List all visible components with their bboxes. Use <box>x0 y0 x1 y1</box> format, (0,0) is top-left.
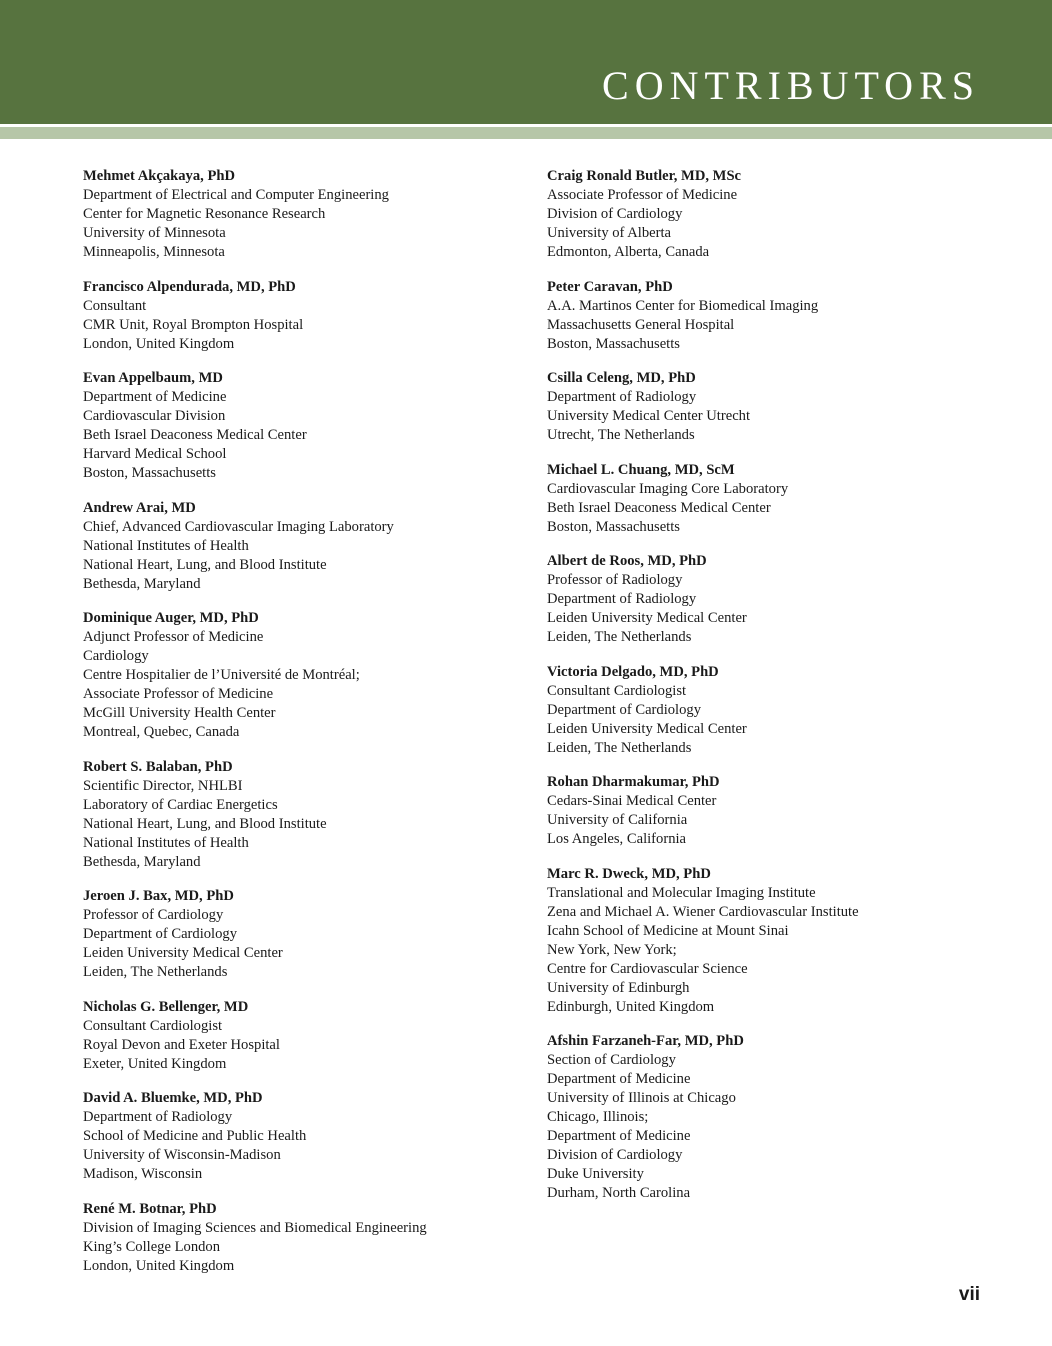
contributor-affiliation-line: Leiden, The Netherlands <box>83 964 228 980</box>
contributor-affiliation-line: Center for Magnetic Resonance Research <box>83 206 326 222</box>
contributor-name: Albert de Roos, MD, PhD <box>547 553 707 569</box>
contributor-name: Nicholas G. Bellenger, MD <box>83 998 249 1015</box>
contributor-affiliation-line: Department of Cardiology <box>547 701 702 718</box>
contributor-affiliation-line: School of Medicine and Public Health <box>83 1128 307 1144</box>
contributor-name: Victoria Delgado, MD, PhD <box>547 663 719 680</box>
contributor-affiliation-line: Department of Electrical and Computer Engineering <box>83 187 389 203</box>
contributor-affiliation-line: Leiden, The Netherlands <box>547 739 692 756</box>
contributor-entry <box>547 663 987 758</box>
contributor-affiliation-line: University of Illinois at Chicago <box>547 1090 736 1106</box>
contributor-entry <box>547 773 987 849</box>
contributor-affiliation-line: Minneapolis, Minnesota <box>83 244 225 260</box>
contributor-name: Michael L. Chuang, MD, ScM <box>547 461 735 478</box>
contributor-entry <box>83 369 523 483</box>
contributor-affiliation-line: Zena and Michael A. Wiener Cardiovascular Institute <box>547 903 859 920</box>
contributor-entry <box>83 998 523 1074</box>
contributor-affiliation-line: University Medical Center Utrecht <box>547 408 751 424</box>
contributor-entry <box>83 887 523 982</box>
contributor-entry <box>547 1032 987 1203</box>
contributor-affiliation-line: Laboratory of Cardiac Energetics <box>83 796 278 813</box>
contributor-affiliation-line: Edmonton, Alberta, Canada <box>547 244 710 260</box>
contributor-affiliation-line: Centre for Cardiovascular Science <box>547 960 748 977</box>
contributor-affiliation-line: Massachusetts General Hospital <box>547 316 735 333</box>
contributor-affiliation-line: Royal Devon and Exeter Hospital <box>83 1036 280 1053</box>
contributor-affiliation-line: A.A. Martinos Center for Biomedical Imaging <box>547 297 819 314</box>
contributor-affiliation-line: Durham, North Carolina <box>547 1185 691 1201</box>
contributor-affiliation-line: Madison, Wisconsin <box>83 1166 203 1182</box>
contributor-affiliation-line: Chicago, Illinois; <box>547 1109 649 1125</box>
contributor-affiliation-line: Division of Imaging Sciences and Biomedical Engineering <box>83 1219 427 1236</box>
contributor-affiliation-line: Cardiovascular Imaging Core Laboratory <box>547 480 789 497</box>
header-stripe <box>0 127 1052 139</box>
contributor-affiliation-line: Scientific Director, NHLBI <box>83 777 243 794</box>
contributor-affiliation-line: McGill University Health Center <box>83 705 276 721</box>
contributor-affiliation-line: Centre Hospitalier de l’Université de Montréal; <box>83 667 360 683</box>
page-title: CONTRIBUTORS <box>602 63 980 108</box>
contributor-affiliation-line: Boston, Massachusetts <box>83 465 216 481</box>
contributor-affiliation-line: Harvard Medical School <box>83 446 227 462</box>
contributor-affiliation-line: Duke University <box>547 1166 644 1182</box>
contributor-affiliation-line: University of Edinburgh <box>547 979 690 996</box>
contributor-name: René M. Botnar, PhD <box>83 1200 217 1217</box>
contributor-affiliation-line: Department of Radiology <box>547 389 697 405</box>
contributor-name: Robert S. Balaban, PhD <box>83 758 233 775</box>
contributor-entry <box>83 609 523 742</box>
contributor-affiliation-line: Montreal, Quebec, Canada <box>83 724 240 740</box>
contributor-affiliation-line: Translational and Molecular Imaging Institute <box>547 884 816 901</box>
contributor-affiliation-line: Associate Professor of Medicine <box>83 686 274 702</box>
contributors-column-right <box>547 167 987 1219</box>
contributor-affiliation-line: Leiden, The Netherlands <box>547 629 692 645</box>
contributor-name: Francisco Alpendurada, MD, PhD <box>83 278 296 295</box>
contributor-affiliation-line: Department of Cardiology <box>83 926 238 942</box>
contributor-entry <box>547 167 987 262</box>
contributor-name: Evan Appelbaum, MD <box>83 370 223 386</box>
contributor-name: Mehmet Akçakaya, PhD <box>83 168 236 184</box>
contributor-affiliation-line: Cedars-Sinai Medical Center <box>547 793 717 809</box>
contributors-column-left <box>83 167 523 1291</box>
contributor-affiliation-line: Cardiovascular Division <box>83 408 226 424</box>
contributor-affiliation-line: Leiden University Medical Center <box>83 945 283 961</box>
contributor-affiliation-line: Cardiology <box>83 648 149 664</box>
contributor-entry <box>547 278 987 354</box>
contributor-affiliation-line: Utrecht, The Netherlands <box>547 427 695 443</box>
contributor-name: Peter Caravan, PhD <box>547 278 673 295</box>
contributor-name: Dominique Auger, MD, PhD <box>83 610 259 626</box>
contributor-affiliation-line: King’s College London <box>83 1238 221 1255</box>
contributor-affiliation-line: Division of Cardiology <box>547 1147 683 1163</box>
contributor-affiliation-line: Boston, Massachusetts <box>547 518 680 535</box>
contributor-affiliation-line: Associate Professor of Medicine <box>547 187 738 203</box>
contributor-affiliation-line: Boston, Massachusetts <box>547 335 680 352</box>
contributor-name: Andrew Arai, MD <box>83 499 196 516</box>
contributor-entry <box>83 1089 523 1184</box>
contributor-affiliation-line: Consultant <box>83 297 147 314</box>
contributor-affiliation-line: University of Wisconsin-Madison <box>83 1147 281 1163</box>
page-number: vii <box>958 1284 980 1305</box>
contributor-affiliation-line: Department of Medicine <box>83 389 227 405</box>
contributor-affiliation-line: Beth Israel Deaconess Medical Center <box>83 427 307 443</box>
contributor-entry <box>547 865 987 1017</box>
contributor-affiliation-line: CMR Unit, Royal Brompton Hospital <box>83 316 304 333</box>
contributor-affiliation-line: National Institutes of Health <box>83 834 249 851</box>
contributor-affiliation-line: National Heart, Lung, and Blood Institute <box>83 556 327 573</box>
contributor-affiliation-line: Department of Radiology <box>547 591 697 607</box>
contributor-affiliation-line: Professor of Radiology <box>547 572 683 588</box>
contributor-name: Afshin Farzaneh-Far, MD, PhD <box>547 1033 744 1049</box>
contributor-affiliation-line: Adjunct Professor of Medicine <box>83 629 264 645</box>
contributor-entry <box>83 1200 523 1276</box>
contributor-affiliation-line: Los Angeles, California <box>547 831 687 847</box>
contributor-name: Marc R. Dweck, MD, PhD <box>547 865 711 882</box>
contributor-entry <box>83 167 523 262</box>
contributor-affiliation-line: Chief, Advanced Cardiovascular Imaging Laboratory <box>83 518 394 535</box>
contributor-name: David A. Bluemke, MD, PhD <box>83 1090 263 1106</box>
contributor-affiliation-line: Department of Medicine <box>547 1128 691 1144</box>
contributor-entry <box>83 758 523 872</box>
contributor-affiliation-line: Department of Medicine <box>547 1071 691 1087</box>
contributor-name: Jeroen J. Bax, MD, PhD <box>83 888 234 904</box>
contributor-affiliation-line: Professor of Cardiology <box>83 907 224 923</box>
contributor-affiliation-line: Exeter, United Kingdom <box>83 1055 227 1072</box>
contributor-affiliation-line: Bethesda, Maryland <box>83 853 201 870</box>
contributor-affiliation-line: National Institutes of Health <box>83 537 249 554</box>
contributor-affiliation-line: University of Minnesota <box>83 225 226 241</box>
contributor-entry <box>547 552 987 647</box>
contributor-affiliation-line: New York, New York; <box>547 941 677 958</box>
contributor-affiliation-line: University of Alberta <box>547 225 672 241</box>
contributor-affiliation-line: London, United Kingdom <box>83 1257 235 1274</box>
contributor-affiliation-line: Icahn School of Medicine at Mount Sinai <box>547 922 789 939</box>
contributor-name: Csilla Celeng, MD, PhD <box>547 370 696 386</box>
contributor-entry <box>547 369 987 445</box>
contributor-name: Craig Ronald Butler, MD, MSc <box>547 168 742 184</box>
contributor-name: Rohan Dharmakumar, PhD <box>547 774 720 790</box>
contributor-entry <box>83 278 523 354</box>
contributor-affiliation-line: Edinburgh, United Kingdom <box>547 998 715 1015</box>
contributor-entry <box>547 461 987 537</box>
contributor-affiliation-line: Department of Radiology <box>83 1109 233 1125</box>
contributor-affiliation-line: Consultant Cardiologist <box>83 1017 223 1034</box>
contributor-entry <box>83 499 523 594</box>
contributor-affiliation-line: Consultant Cardiologist <box>547 682 687 699</box>
contributor-affiliation-line: Division of Cardiology <box>547 206 683 222</box>
contributor-affiliation-line: Beth Israel Deaconess Medical Center <box>547 499 771 516</box>
contributor-affiliation-line: Bethesda, Maryland <box>83 575 201 592</box>
contributor-affiliation-line: University of California <box>547 812 688 828</box>
contributor-affiliation-line: London, United Kingdom <box>83 335 235 352</box>
contributor-affiliation-line: Leiden University Medical Center <box>547 720 747 737</box>
contributor-affiliation-line: National Heart, Lung, and Blood Institute <box>83 815 327 832</box>
contributor-affiliation-line: Section of Cardiology <box>547 1052 676 1068</box>
contributor-affiliation-line: Leiden University Medical Center <box>547 610 747 626</box>
